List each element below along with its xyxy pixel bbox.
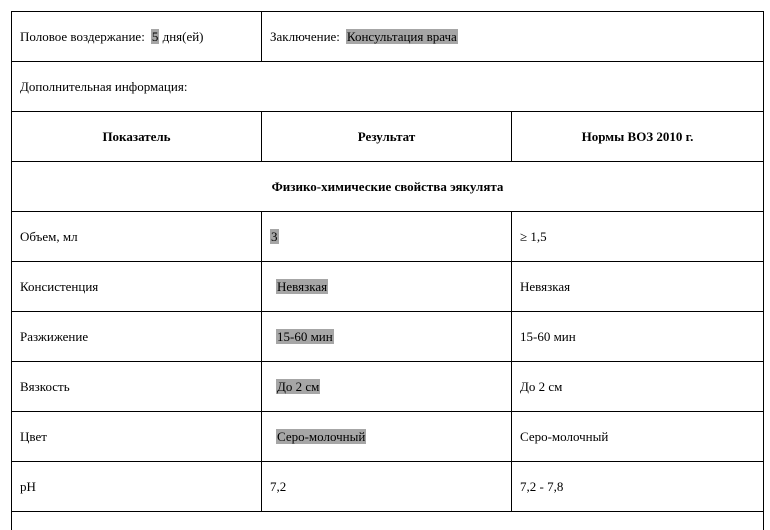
table-row bbox=[12, 262, 764, 312]
result-value: До 2 см bbox=[277, 378, 320, 394]
param-cell: pH bbox=[12, 462, 262, 512]
abstinence-label: Половое воздержание: bbox=[20, 28, 145, 44]
param-cell: Разжижение bbox=[12, 312, 262, 362]
header-parameter: Показатель bbox=[12, 112, 262, 162]
table-row bbox=[12, 412, 764, 462]
conclusion-cell bbox=[262, 12, 764, 62]
table-row bbox=[12, 462, 764, 512]
cut-cell bbox=[12, 512, 764, 530]
norm-cell: Невязкая bbox=[512, 262, 764, 312]
param-cell: Консистенция bbox=[12, 262, 262, 312]
result-value: 15-60 мин bbox=[277, 328, 333, 344]
additional-row bbox=[12, 62, 764, 112]
param-cell: Цвет bbox=[12, 412, 262, 462]
header-result: Результат bbox=[262, 112, 512, 162]
result-cell bbox=[262, 462, 512, 512]
param-cell: Вязкость bbox=[12, 362, 262, 412]
norm-cell: 7,2 - 7,8 bbox=[512, 462, 764, 512]
section-title: Физико-химические свойства эякулята bbox=[12, 162, 764, 212]
header-row bbox=[12, 112, 764, 162]
result-cell bbox=[262, 262, 512, 312]
info-row bbox=[12, 12, 764, 62]
result-cell bbox=[262, 312, 512, 362]
table-row bbox=[12, 312, 764, 362]
table-row bbox=[12, 362, 764, 412]
result-value: 7,2 bbox=[270, 478, 287, 494]
conclusion-label: Заключение: bbox=[270, 28, 340, 44]
norm-cell: Серо-молочный bbox=[512, 412, 764, 462]
abstinence-cell bbox=[12, 12, 262, 62]
additional-info-cell bbox=[12, 62, 764, 112]
param-cell: Объем, мл bbox=[12, 212, 262, 262]
norm-cell: До 2 см bbox=[512, 362, 764, 412]
result-value: Серо-молочный bbox=[277, 428, 366, 444]
norm-cell: 15-60 мин bbox=[512, 312, 764, 362]
table-row bbox=[12, 212, 764, 262]
abstinence-unit: дня(ей) bbox=[162, 28, 204, 44]
report-table bbox=[11, 11, 764, 530]
conclusion-value: Консультация врача bbox=[346, 28, 457, 44]
section-row bbox=[12, 162, 764, 212]
table-row-cut bbox=[12, 512, 764, 530]
result-cell bbox=[262, 412, 512, 462]
additional-info-label: Дополнительная информация: bbox=[20, 78, 188, 94]
result-value: 3 bbox=[271, 228, 278, 244]
result-cell bbox=[262, 362, 512, 412]
result-value: Невязкая bbox=[277, 278, 328, 294]
result-cell bbox=[262, 212, 512, 262]
abstinence-value: 5 bbox=[151, 28, 159, 44]
header-norm: Нормы ВОЗ 2010 г. bbox=[512, 112, 764, 162]
norm-cell: ≥ 1,5 bbox=[512, 212, 764, 262]
